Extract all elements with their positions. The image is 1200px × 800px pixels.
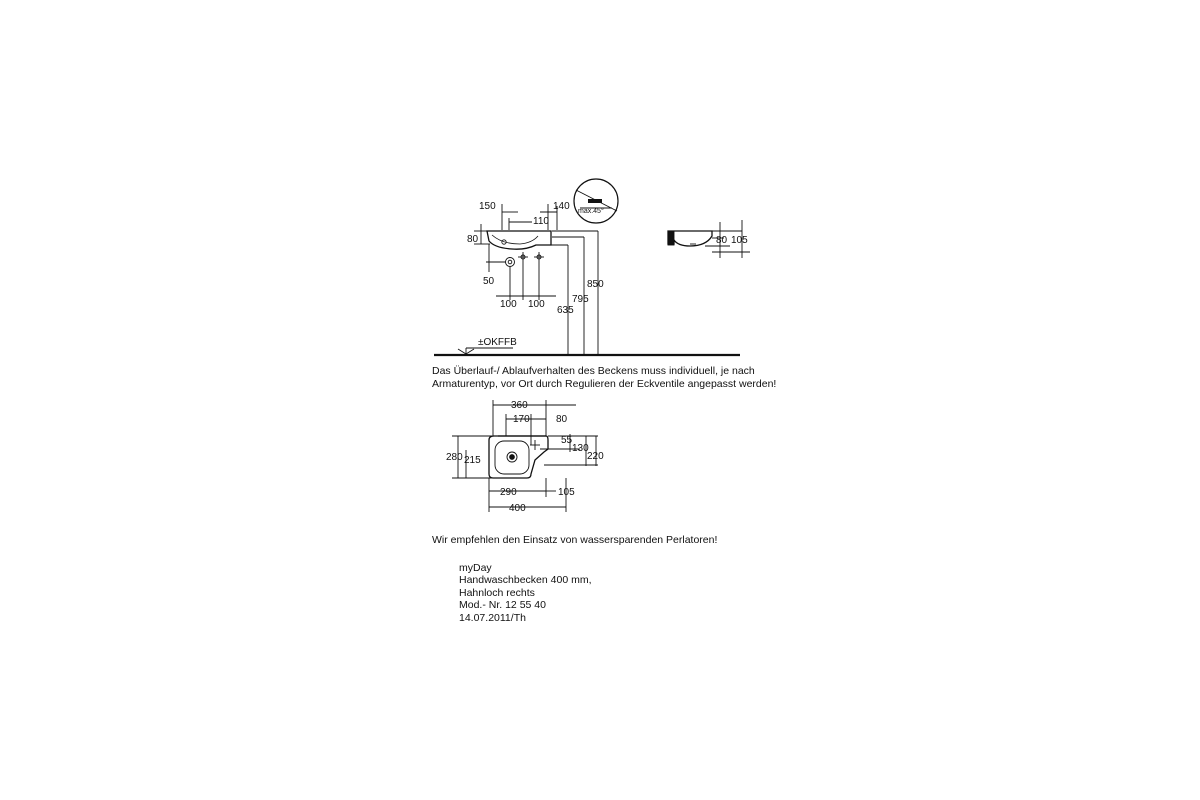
dim-110: 110 (533, 216, 549, 227)
valve-symbol-right (534, 252, 544, 262)
dim-105-end: 105 (731, 235, 748, 246)
dim-100-right: 100 (528, 299, 545, 310)
product-variant: Hahnloch rechts (459, 586, 535, 599)
dim-80-height: 80 (467, 234, 479, 245)
dim-130: 130 (572, 443, 589, 454)
product-description: Handwaschbecken 400 mm, (459, 574, 592, 587)
dim-100-left: 100 (500, 299, 517, 310)
dim-80-plan: 80 (556, 414, 568, 425)
dim-105-plan: 105 (558, 487, 575, 498)
dim-170: 170 (513, 414, 530, 425)
tap-hole-symbol (530, 440, 540, 450)
dim-50: 50 (483, 276, 495, 287)
product-date: 14.07.2011/Th (459, 611, 526, 624)
overflow-note (432, 365, 776, 391)
angle-detail (574, 179, 618, 223)
overflow-note-line-1: Das Überlauf-/ Ablaufverhalten des Beckens muss individuell, je nach (432, 365, 755, 377)
dim-635: 635 (557, 305, 574, 316)
floor-level-symbol (458, 348, 513, 354)
basin-profile (487, 231, 551, 249)
dim-850: 850 (587, 279, 604, 290)
dim-215: 215 (464, 455, 481, 466)
drain-symbol (506, 258, 515, 267)
dim-150: 150 (479, 201, 496, 212)
product-model-number: Mod.- Nr. 12 55 40 (459, 599, 546, 612)
dim-290: 290 (500, 487, 517, 498)
overflow-note-line-2: Armaturentyp, vor Ort durch Regulieren der Eckventile angepasst werden! (432, 378, 777, 390)
end-view-labels (716, 235, 748, 246)
floor-level-label: ±OKFFB (478, 337, 517, 348)
dim-55: 55 (561, 435, 573, 446)
aerator-note: Wir empfehlen den Einsatz von wassersparenden Perlatoren! (432, 534, 718, 546)
dim-795: 795 (572, 294, 589, 305)
dim-360: 360 (511, 400, 528, 411)
dim-140: 140 (553, 201, 570, 212)
product-info-block (459, 562, 592, 624)
angle-label: max.45° (578, 208, 604, 215)
dim-80-end: 80 (716, 235, 728, 246)
dim-400: 400 (509, 503, 526, 514)
dim-220: 220 (587, 451, 604, 462)
product-name: myDay (459, 562, 492, 574)
plan-view-labels (446, 400, 604, 514)
valve-symbol-left (518, 252, 528, 262)
dim-280: 280 (446, 452, 463, 463)
